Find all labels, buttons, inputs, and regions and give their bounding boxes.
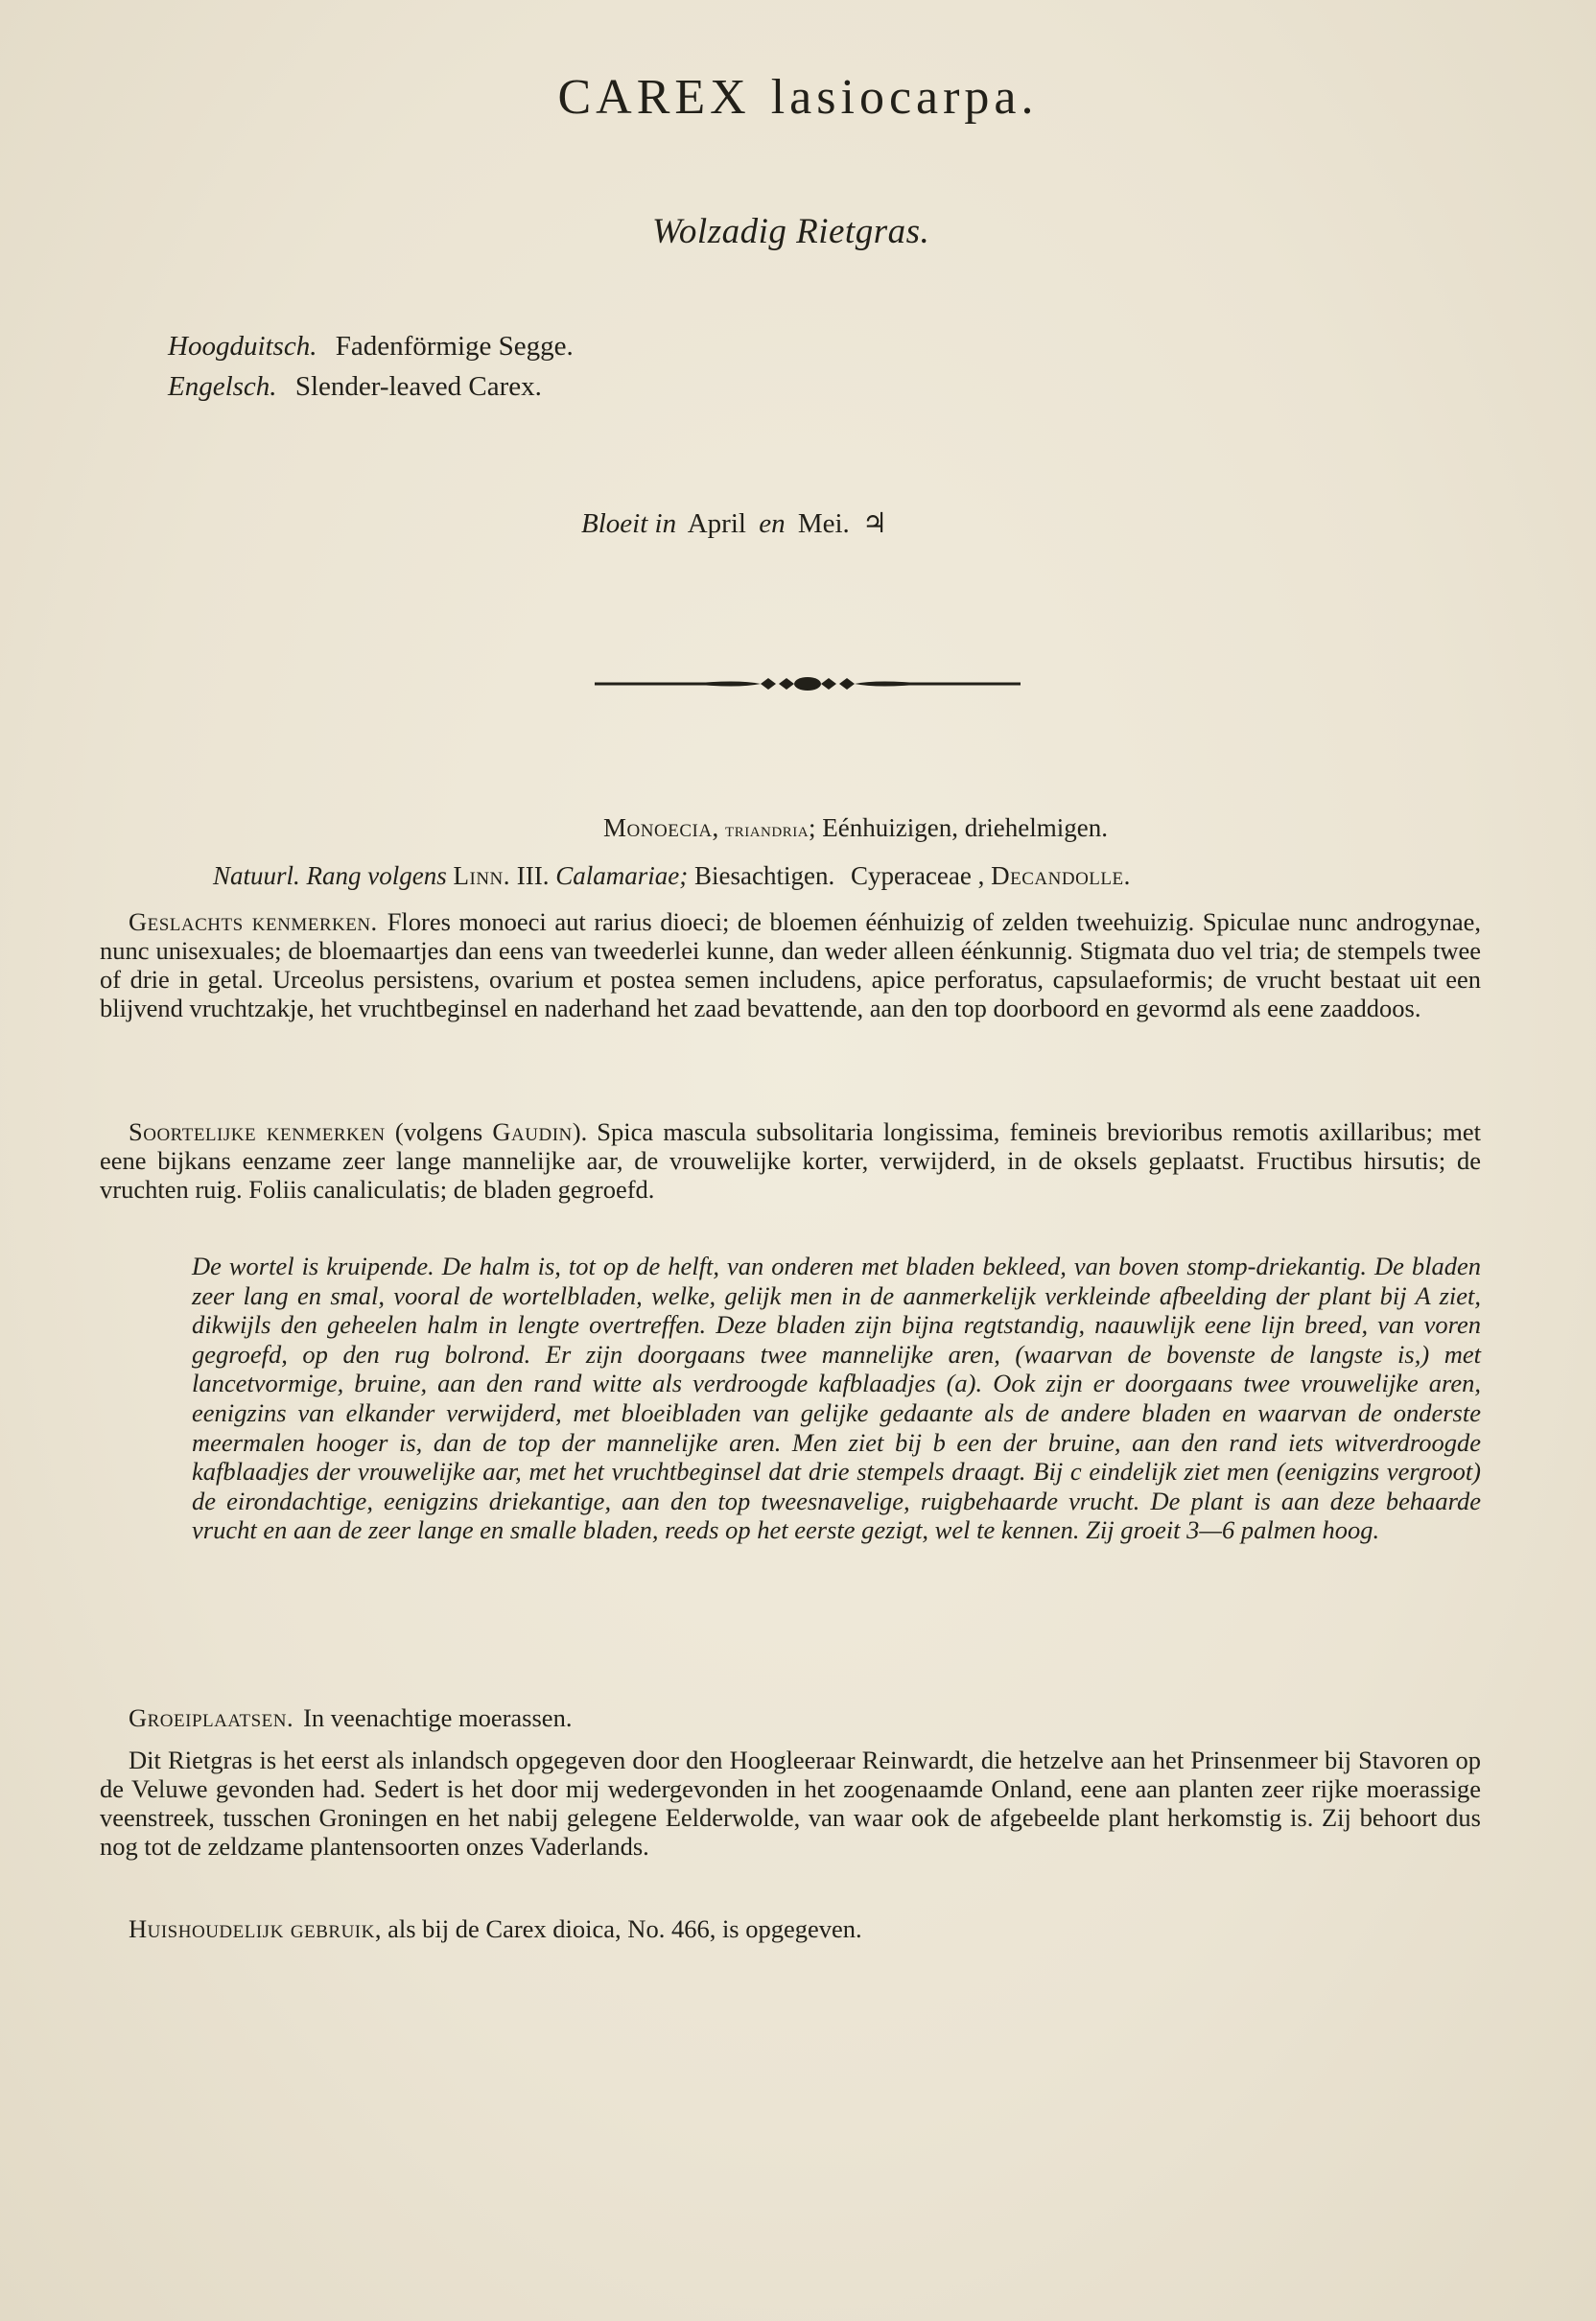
vernacular-lang: Engelsch. xyxy=(168,371,277,402)
habitat xyxy=(100,1703,1481,1732)
vernacular-english xyxy=(168,366,574,407)
flowering-prefix: Bloeit in xyxy=(581,508,677,539)
species-characters-heading: Soortelijke kenmerken xyxy=(129,1117,386,1146)
plant-description: De wortel is kruipende. De halm is, tot op de helft, van onderen met bladen bekleed, van boven stomp-driekantig. De bladen zeer lang en smal, vooral de wortelbladen, welke, gelijk men in de aanmerkelijk verkleinde afbeelding der plant bij A ziet, dikwijls den geheelen halm in lengte overtreffen. Deze bladen zijn bijna regtstandig, naauwlijk eene lijn breed, van voren gegroefd, op den rug bolrond. Er zijn doorgaans twee mannelijke aren, (waarvan de bovenste de langste is,) met lancetvormige, bruine, aan den rand witte als verdroogde kafblaadjes (a). Ook zijn er doorgaans twee vrouwelijke aren, eenigzins van elkander verwijderd, met bloeibladen van gelijke gedaante als de andere bladen en waarvan de onderste meermalen hooger is, dan de top der mannelijke aren. Men ziet bij b een der bruine, aan den rand iets witverdroogde kafblaadjes der vrouwelijke aar, met het vruchtbeginsel dat drie stempels draagt. Bij c eindelijk ziet men (eenigzins vergroot) de eirondachtige, eenigzins driekantige, aan den top tweesnavelige, ruigbehaarde vrucht. De plant is aan deze behaarde vrucht en aan de zeer lange en smalle bladen, reeds op het eerste gezigt, wel te kennen. Zij groeit 3—6 palmen hoog. xyxy=(192,1252,1481,1545)
perennial-symbol: ♃ xyxy=(862,508,888,539)
flowering-conj: en xyxy=(759,508,786,539)
vernacular-german xyxy=(168,326,574,366)
linnaean-class: Monoecia, triandria; Eénhuizigen, driehelmigen. xyxy=(603,813,1108,842)
genus-characters-heading: Geslachts kenmerken. xyxy=(129,907,378,936)
natural-rank xyxy=(213,861,1131,891)
history-paragraph: Dit Rietgras is het eerst als inlandsch opgegeven door den Hoogleeraar Reinwardt, die hetzelve aan het Prinsenmeer bij Stavoren op de Veluwe gevonden had. Sedert is het door mij wedergevonden in het zoogenaamde Onland, eene aan planten zeer rijke moerassige veenstreek, tusschen Groningen en het nabij gelegene Eelderwolde, van waar ook de afgebeelde plant herkomstig is. Zij behoort dus nog tot de zeldzame plantensoorten onzes Vaderlands. xyxy=(100,1746,1481,1861)
order-name: triandria xyxy=(725,818,810,841)
title-genus: CAREX xyxy=(557,70,751,125)
vernacular-lang: Hoogduitsch. xyxy=(168,331,317,362)
household-use-heading: Huishoudelijk gebruik xyxy=(129,1914,375,1943)
flowering-time xyxy=(581,506,887,540)
natural-rank-author: Linn. xyxy=(453,861,511,890)
species-characters-text: Spica mascula subsolitaria longissima, femineis brevioribus remotis axillaribus; met eene bijkans eenzame zeer lange mannelijke aar, de vrouwelijke korter, verwijderd, in de oksels geplaatst. Fructibus hirsutis; de vruchten ruig. Foliis canaliculatis; de bladen gegroefd. xyxy=(100,1117,1482,1204)
page-title xyxy=(0,69,1596,126)
species-source-prefix: (volgens xyxy=(394,1117,483,1146)
species-source-author: Gaudin xyxy=(492,1117,573,1146)
household-use-text: , als bij de Carex dioica, No. 466, is opgegeven. xyxy=(374,1914,862,1943)
class-name: Monoecia xyxy=(603,813,713,842)
species-source-suffix: ). xyxy=(572,1117,588,1146)
habitat-text: In veenachtige moerassen. xyxy=(303,1703,573,1732)
household-use xyxy=(100,1914,1481,1943)
natural-rank-group: Calamariae; xyxy=(555,861,689,890)
flowering-month-2: Mei. xyxy=(797,508,850,539)
genus-characters-text: Flores monoeci aut rarius dioeci; de bloemen éénhuizig of zelden tweehuizig. Spiculae nunc androgynae, nunc unisexuales; de bloemaartjes dan eens van tweederlei kunne, dan weder alleen éénkunnig. Stigmata duo vel tria; de stempels twee of drie in getal. Urceolus persistens, ovarium et postea semen includens, apice perforatus, capsulaeformis; de vrucht bestaat uit een blijvend vruchtzakje, het vruchtbeginsel en naderhand het zaad bevattende, aan den top doorboord en gevormd als eene zaaddoos. xyxy=(100,907,1481,1022)
habitat-heading: Groeiplaatsen. xyxy=(129,1703,294,1732)
natural-rank-number: III. xyxy=(516,861,550,890)
flowering-month-1: April xyxy=(687,508,746,539)
dutch-name: Wolzadig Rietgras. xyxy=(652,212,930,251)
natural-rank-dutch: Biesachtigen. xyxy=(694,861,835,890)
natural-rank-family-author: Decandolle. xyxy=(991,861,1131,890)
vernacular-names xyxy=(168,326,574,407)
natural-rank-family: Cyperaceae , xyxy=(850,861,985,890)
vernacular-name: Fadenförmige Segge. xyxy=(335,331,574,362)
species-characters xyxy=(100,1117,1481,1204)
ornament-divider xyxy=(593,671,1022,696)
class-dutch: ; Eénhuizigen, driehelmigen. xyxy=(809,813,1108,842)
natural-rank-label: Natuurl. Rang volgens xyxy=(213,861,447,890)
genus-characters xyxy=(100,907,1481,1022)
vernacular-name: Slender-leaved Carex. xyxy=(294,371,542,402)
title-species: lasiocarpa. xyxy=(770,70,1039,125)
